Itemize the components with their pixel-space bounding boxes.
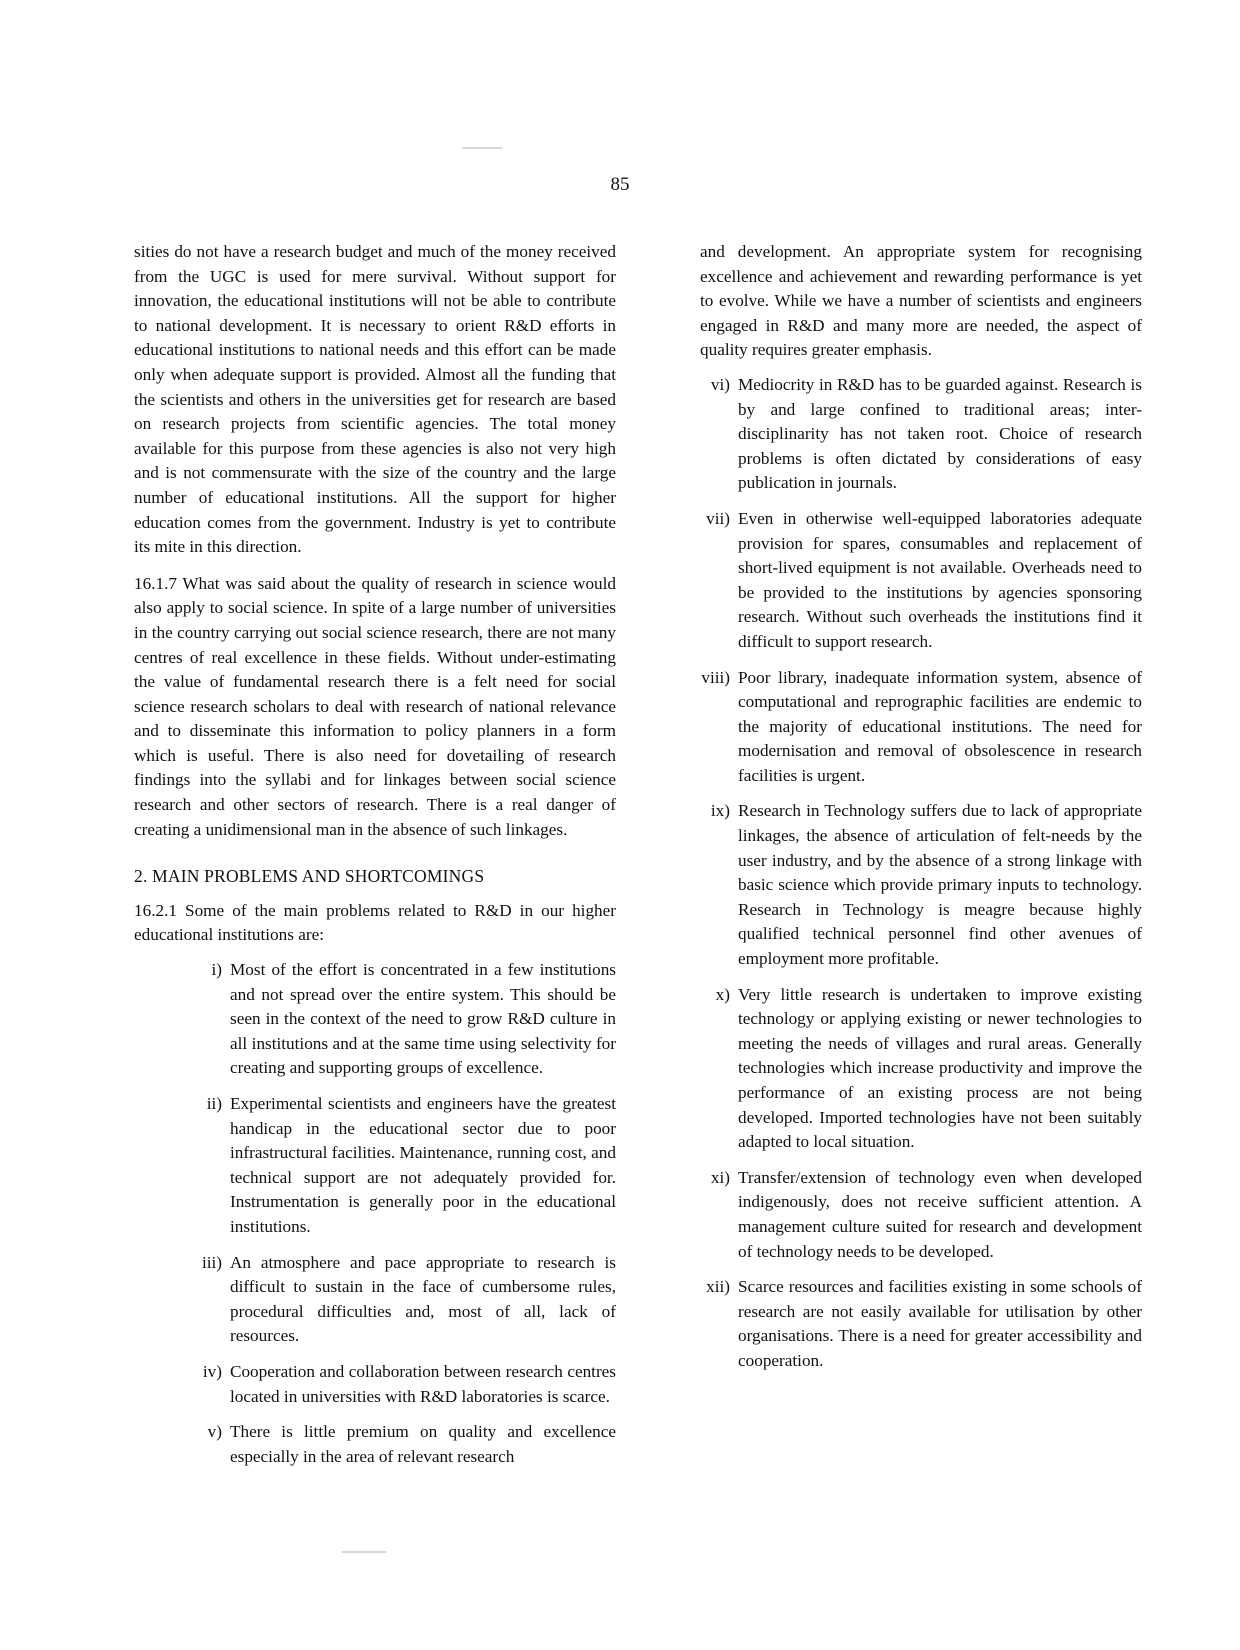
list-item-number: ii)	[206, 1094, 222, 1113]
list-item-number: iii)	[201, 1252, 222, 1272]
list-item	[701, 666, 1142, 789]
list-item	[134, 1420, 616, 1469]
list-item	[134, 1251, 616, 1349]
problems-list-left	[134, 958, 616, 1469]
list-item	[134, 958, 616, 1081]
list-item	[134, 1092, 616, 1240]
paragraph-16-1-7: 16.1.7 What was said about the quality of research in science would also apply to social science. In spite of a large number of universities in the country carrying out social science research, there are not many centres of real excellence in these fields. Without under-estimating the value of fundamental research there is a felt need for social science research scholars to deal with research of national relevance and to disseminate this information to policy planners in a form which is useful. There is also need for dovetailing of research findings into the syllabi and for linkages between social science research and other sectors of research. There is a real danger of creating a unidimensional man in the absence of such linkages.	[134, 573, 616, 839]
section-heading: 2. MAIN PROBLEMS AND SHORTCOMINGS	[134, 866, 485, 887]
list-item-text: Most of the effort is concentrated in a few institutions and not spread over the entire system. This should be seen in the context of the need to grow R&D culture in all institutions and at the same time using selectivity for creating and supporting groups of excellence.	[230, 960, 616, 1078]
scan-mark-top	[462, 147, 502, 149]
left-column	[134, 240, 616, 1469]
list-item-number: vii)	[706, 508, 730, 528]
scan-mark-bottom	[342, 1551, 386, 1553]
continuation-paragraph: and development. An appropriate system for recognising excellence and achievement and rewarding performance is yet to evolve. While we have a number of scientists and engineers engaged in R&D and many more are needed, the aspect of quality requires greater emphasis.	[700, 242, 1142, 360]
right-column	[700, 240, 1142, 1374]
list-item-number: viii)	[701, 667, 730, 687]
list-item-number: iv)	[202, 1361, 222, 1381]
paragraph-16-2-1: 16.2.1 Some of the main problems related to R&D in our higher educational institutions are:	[134, 900, 616, 945]
list-item-text: Scarce resources and facilities existing in some schools of research are not easily available for utilisation by other organisations. There is a need for greater accessibility and cooperation.	[738, 1277, 1142, 1370]
list-item-text: An atmosphere and pace appropriate to research is difficult to sustain in the face of cumbersome rules, procedural difficulties and, most of all, lack of resources.	[230, 1252, 616, 1346]
list-item-text: There is little premium on quality and excellence especially in the area of relevant research	[230, 1422, 616, 1466]
list-item-number: i)	[211, 960, 222, 980]
list-item-number: ix)	[710, 801, 730, 821]
list-item-number: vi)	[710, 374, 730, 394]
list-item-text: Poor library, inadequate information system, absence of computational and reprographic facilities are endemic to the majority of educational institutions. The need for modernisation and removal of obsolescence in research facilities is urgent.	[738, 667, 1142, 785]
list-item-number: xi)	[710, 1167, 730, 1187]
list-item-number: v)	[207, 1422, 222, 1442]
list-item-number: x)	[715, 984, 730, 1004]
list-item-text: Cooperation and collaboration between research centres located in universities with R&D laboratories is scarce.	[230, 1361, 616, 1406]
list-item	[710, 373, 1142, 496]
list-item-text: Even in otherwise well-equipped laboratories adequate provision for spares, consumables and replacement of short-lived equipment is not available. Overheads need to be provided to the institutions by agencies sponsoring research. Without such overheads the institutions find it difficult to support research.	[738, 508, 1142, 651]
list-item-text: Research in Technology suffers due to lack of appropriate linkages, the absence of articulation of felt-needs by the user industry, and by the absence of a strong linkage with basic science which provide primary inputs to technology. Research in Technology is meagre because highly qualified technical personnel find other avenues of employment more profitable.	[738, 801, 1142, 969]
list-item-text: Mediocrity in R&D has to be guarded against. Research is by and large confined to traditional areas; inter-disciplinarity has not taken root. Choice of research problems is often dictated by considerations of easy publication in journals.	[738, 374, 1142, 493]
list-item	[706, 507, 1142, 655]
list-item	[710, 1166, 1142, 1264]
list-item	[706, 1275, 1142, 1373]
problems-list-right	[701, 373, 1142, 1374]
list-item	[715, 983, 1142, 1155]
list-item-text: Very little research is undertaken to improve existing technology or applying existing or newer technologies to meeting the needs of villages and rural areas. Generally technologies which increase productivity and improve the performance of an existing process are not being developed. Imported technologies have not been suitably adapted to local situation.	[738, 984, 1142, 1152]
page-number: 85	[610, 174, 630, 195]
list-item-text: Experimental scientists and engineers have the greatest handicap in the educational sector due to poor infrastructural facilities. Maintenance, running cost, and technical support are not adequately provided for. Instrumentation is generally poor in the educational institutions.	[230, 1094, 616, 1236]
list-item	[134, 1360, 616, 1409]
opening-paragraph: sities do not have a research budget and much of the money received from the UGC is used for mere survival. Without support for innovation, the educational institutions will not be able to contribute to national development. It is necessary to orient R&D efforts in educational institutions to national needs and this effort can be made only when adequate support is provided. Almost all the funding that the scientists and others in the universities get for research are based on research projects from scientific agencies. The total money available for this purpose from these agencies is also not very high and is not commensurate with the size of the country and the large number of educational institutions. All the support for higher education comes from the government. Industry is yet to contribute its mite in this direction.	[134, 242, 616, 557]
list-item-number: xii)	[706, 1277, 730, 1297]
list-item	[710, 799, 1142, 971]
list-item-text: Transfer/extension of technology even when developed indigenously, does not receive sufficient attention. A management culture suited for research and development of technology needs to be developed.	[738, 1167, 1142, 1261]
